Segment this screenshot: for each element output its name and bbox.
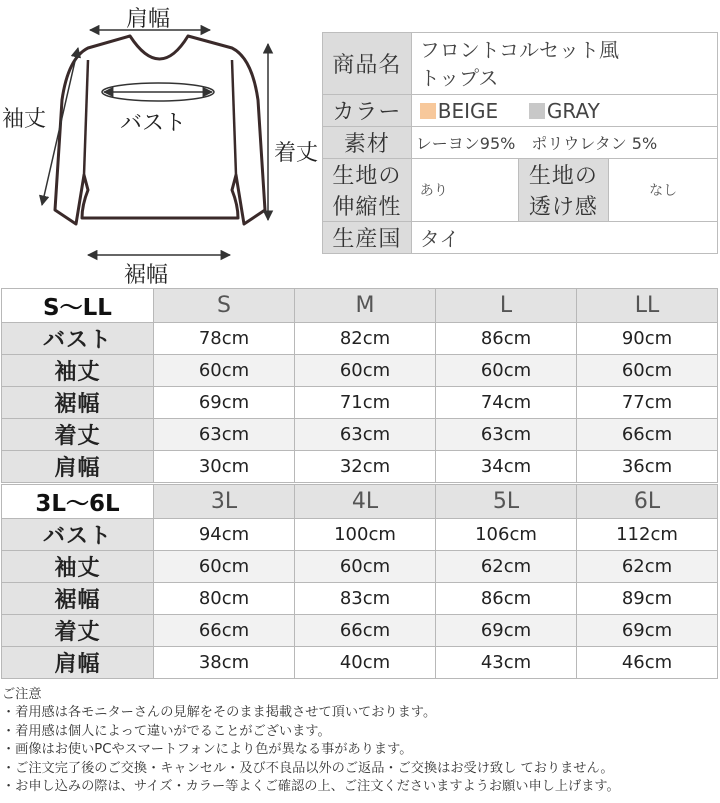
- color-beige: BEIGE: [437, 98, 499, 123]
- row-label-shoulder: 肩幅: [2, 647, 154, 679]
- row-label-shoulder: 肩幅: [2, 451, 154, 483]
- size-cell: 32cm: [295, 451, 436, 483]
- size-cell: 60cm: [154, 355, 295, 387]
- notes-heading: ご注意: [2, 687, 42, 702]
- fabric-properties-row: [323, 159, 718, 222]
- gray-swatch: [529, 103, 545, 119]
- size-cell: 112cm: [577, 519, 718, 551]
- size-cell: 40cm: [295, 647, 436, 679]
- size-col-header: S: [154, 289, 295, 323]
- length-label: 着丈: [274, 141, 319, 166]
- sheer-value: なし: [609, 159, 718, 222]
- row-label-sleeve: 袖丈: [2, 355, 154, 387]
- material-row: [323, 127, 718, 159]
- size-col-header: 3L: [154, 485, 295, 519]
- size-cell: 66cm: [577, 419, 718, 451]
- color-row: [323, 95, 718, 127]
- size-row-length: [2, 615, 718, 647]
- garment-diagram: [0, 0, 322, 288]
- size-col-header: LL: [577, 289, 718, 323]
- size-cell: 30cm: [154, 451, 295, 483]
- size-cell: 38cm: [154, 647, 295, 679]
- size-cell: 83cm: [295, 583, 436, 615]
- size-row-length: [2, 419, 718, 451]
- origin-value: タイ: [411, 222, 717, 254]
- beige-swatch: [420, 103, 436, 119]
- size-cell: 36cm: [577, 451, 718, 483]
- hem-label: 裾幅: [124, 263, 169, 288]
- material-label: 素材: [323, 127, 412, 159]
- size-cell: 46cm: [577, 647, 718, 679]
- size-header-row: [2, 485, 718, 519]
- note-item: ・着用感は各モニターさんの見解をそのまま掲載させて頂いております。: [2, 705, 437, 721]
- size-cell: 69cm: [436, 615, 577, 647]
- size-cell: 43cm: [436, 647, 577, 679]
- note-item: ・お申し込みの際は、サイズ・カラー等よくご確認の上、ご注文くださいますようお願い申し上げます。: [2, 779, 620, 795]
- size-cell: 78cm: [154, 323, 295, 355]
- size-col-header: 4L: [295, 485, 436, 519]
- size-col-header: 6L: [577, 485, 718, 519]
- note-item: ・ご注文完了後のご交換・キャンセル・及び不良品以外のご返品・ご交換はお受け致し ておりません。: [2, 760, 614, 776]
- size-col-header: L: [436, 289, 577, 323]
- size-cell: 60cm: [295, 355, 436, 387]
- size-cell: 63cm: [154, 419, 295, 451]
- size-cell: 86cm: [436, 323, 577, 355]
- stretch-label: 生地の 伸縮性: [323, 159, 412, 222]
- product-name-value: フロントコルセット風 トップス: [411, 33, 717, 95]
- size-col-header: M: [295, 289, 436, 323]
- size-cell: 69cm: [577, 615, 718, 647]
- size-cell: 63cm: [436, 419, 577, 451]
- row-label-bust: バスト: [2, 323, 154, 355]
- color-label: カラー: [323, 95, 412, 127]
- size-range-title: 3L～6L: [2, 485, 154, 519]
- size-cell: 66cm: [154, 615, 295, 647]
- note-item: ・画像はお使いPCやスマートフォンにより色が異なる事があります。: [2, 742, 413, 758]
- size-col-header: 5L: [436, 485, 577, 519]
- size-row-bust: [2, 323, 718, 355]
- size-cell: 82cm: [295, 323, 436, 355]
- size-cell: 60cm: [436, 355, 577, 387]
- size-row-shoulder: [2, 647, 718, 679]
- size-row-hem: [2, 387, 718, 419]
- size-cell: 94cm: [154, 519, 295, 551]
- origin-label: 生産国: [323, 222, 412, 254]
- size-cell: 74cm: [436, 387, 577, 419]
- product-name-row: [323, 33, 718, 95]
- size-row-bust: [2, 519, 718, 551]
- size-table-3l-6l: [1, 484, 718, 679]
- size-cell: 71cm: [295, 387, 436, 419]
- size-cell: 77cm: [577, 387, 718, 419]
- product-info-table: [322, 32, 718, 254]
- stretch-value: あり: [411, 159, 518, 222]
- notes-section: [2, 686, 718, 796]
- size-row-sleeve: [2, 355, 718, 387]
- size-cell: 62cm: [577, 551, 718, 583]
- size-row-sleeve: [2, 551, 718, 583]
- row-label-sleeve: 袖丈: [2, 551, 154, 583]
- size-cell: 69cm: [154, 387, 295, 419]
- size-cell: 60cm: [295, 551, 436, 583]
- note-item: ・着用感は個人によって違いがでることがございます。: [2, 723, 331, 739]
- size-cell: 80cm: [154, 583, 295, 615]
- size-row-shoulder: [2, 451, 718, 483]
- row-label-length: 着丈: [2, 419, 154, 451]
- sleeve-label: 袖丈: [2, 107, 47, 132]
- size-cell: 86cm: [436, 583, 577, 615]
- size-cell: 63cm: [295, 419, 436, 451]
- size-cell: 60cm: [577, 355, 718, 387]
- size-range-title: S～LL: [2, 289, 154, 323]
- row-label-hem: 裾幅: [2, 387, 154, 419]
- size-cell: 66cm: [295, 615, 436, 647]
- product-name-label: 商品名: [323, 33, 412, 95]
- size-cell: 34cm: [436, 451, 577, 483]
- size-cell: 60cm: [154, 551, 295, 583]
- color-gray: GRAY: [546, 98, 600, 123]
- size-cell: 62cm: [436, 551, 577, 583]
- size-table-s-ll: [1, 288, 718, 483]
- origin-row: [323, 222, 718, 254]
- size-row-hem: [2, 583, 718, 615]
- size-cell: 89cm: [577, 583, 718, 615]
- shoulder-label: 肩幅: [126, 7, 171, 32]
- material-value: レーヨン95% ポリウレタン 5%: [411, 127, 717, 159]
- color-values: [411, 95, 717, 127]
- row-label-hem: 裾幅: [2, 583, 154, 615]
- size-cell: 100cm: [295, 519, 436, 551]
- row-label-bust: バスト: [2, 519, 154, 551]
- sheer-label: 生地の 透け感: [518, 159, 609, 222]
- row-label-length: 着丈: [2, 615, 154, 647]
- size-header-row: [2, 289, 718, 323]
- bust-label: バスト: [120, 111, 187, 136]
- size-cell: 90cm: [577, 323, 718, 355]
- size-cell: 106cm: [436, 519, 577, 551]
